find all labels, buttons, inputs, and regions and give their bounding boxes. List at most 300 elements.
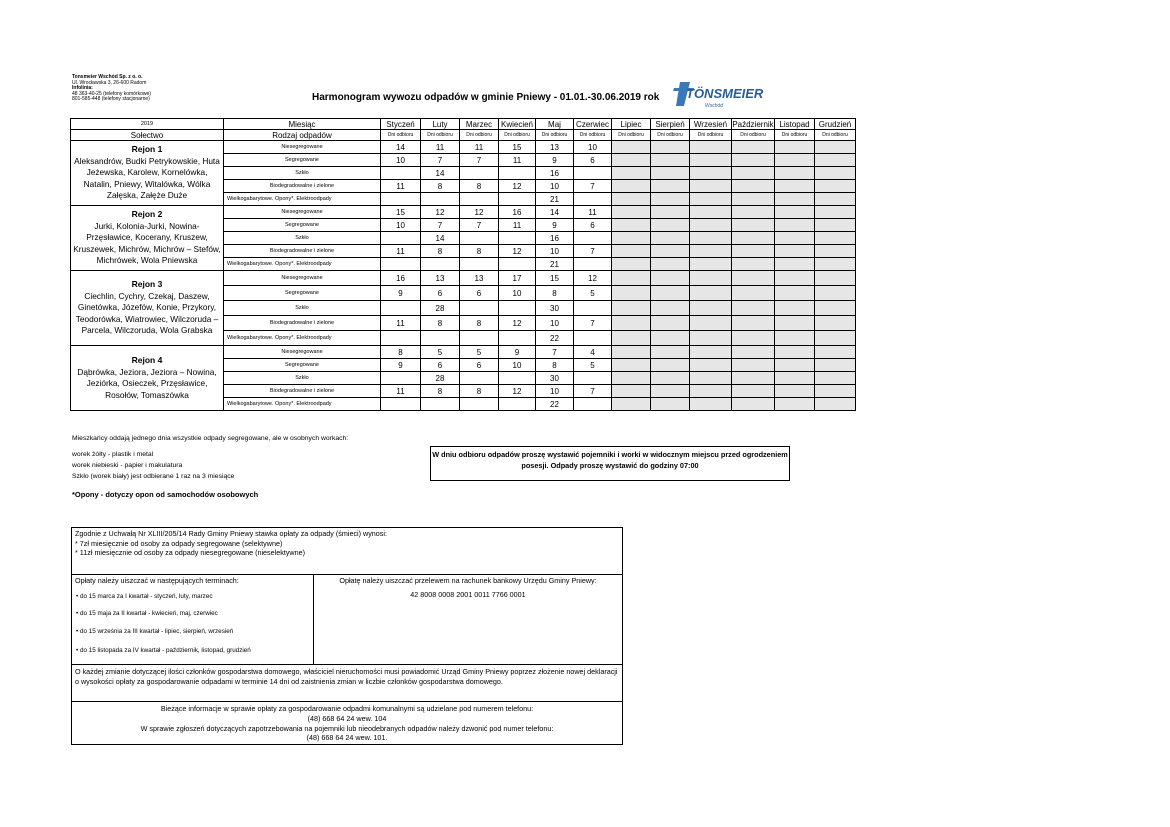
pickup-day: 8 (421, 180, 460, 193)
dni-odbioru: Dni odbioru (732, 130, 775, 141)
pickup-day-empty (612, 301, 651, 316)
pickup-day-empty (612, 193, 651, 206)
pickup-day-empty (690, 385, 732, 398)
pickup-day: 8 (381, 346, 421, 359)
pickup-day: 28 (421, 301, 460, 316)
month-9: Październik (732, 119, 774, 129)
notes-line-2: worek żółty - plastik i metal (72, 451, 154, 458)
pickup-day-empty (815, 206, 856, 219)
year-cell: 2019 (71, 119, 224, 130)
pickup-day: 4 (574, 346, 612, 359)
pickup-day (381, 258, 421, 271)
waste-type: Wielkogabarytowe. Opony*. Elektroodpady (224, 331, 381, 346)
pickup-day (499, 232, 536, 245)
bank-heading: Opłatę należy uiszczać przelewem na rachunek bankowy Urzędu Gminy Pniewy: (339, 576, 597, 585)
pickup-day (381, 167, 421, 180)
region-towns: Ciechlin, Cychry, Czekaj, Daszew, Ginetówka, Józefów, Konie, Przykory, Teodorówka, Wiatrowiec, Wilczoruda – Parcela, Wilczoruda, Wola Grabska (75, 290, 219, 336)
pickup-day-empty (612, 359, 651, 372)
pickup-day-empty (732, 245, 775, 258)
dni-odbioru: Dni odbioru (381, 130, 421, 141)
fee-rate-1: * 7zł miesięcznie od osoby za odpady segregowane (selektywne) (75, 538, 283, 548)
waste-type: Segregowane (224, 219, 381, 232)
pickup-day-empty (690, 154, 732, 167)
pickup-day-empty (690, 141, 732, 154)
pickup-day: 16 (536, 167, 574, 180)
month-4: Maj (536, 119, 574, 130)
month-5: Czerwiec (574, 119, 612, 130)
pickup-day: 7 (421, 154, 460, 167)
pickup-day: 21 (536, 193, 574, 206)
pickup-day-empty (815, 193, 856, 206)
fee-rate-2: * 11zł miesięcznie od osoby za odpady niesegregowane (nieselektywne) (75, 548, 305, 557)
pickup-day-empty (732, 398, 775, 411)
pickup-day-empty (690, 286, 732, 301)
pickup-day: 8 (460, 385, 499, 398)
pickup-day-empty (612, 385, 651, 398)
pickup-day-empty (815, 271, 856, 286)
pickup-day-empty (651, 219, 690, 232)
pickup-day: 14 (421, 232, 460, 245)
pickup-day-empty (690, 219, 732, 232)
pickup-day: 5 (460, 346, 499, 359)
month-8: Wrzesień (690, 119, 732, 130)
month-10: Listopad (775, 119, 815, 130)
pickup-day: 8 (421, 385, 460, 398)
pickup-day-empty (612, 154, 651, 167)
pickup-day (499, 258, 536, 271)
pickup-day-empty (732, 331, 775, 346)
dni-odbioru: Dni odbioru (775, 130, 815, 141)
pickup-day: 9 (536, 154, 574, 167)
pickup-day-empty (775, 359, 815, 372)
pickup-day (574, 258, 612, 271)
pickup-day-empty (651, 141, 690, 154)
pickup-day: 6 (421, 286, 460, 301)
pickup-day: 5 (421, 346, 460, 359)
pickup-day-empty (775, 167, 815, 180)
schedule-row (71, 206, 856, 219)
pickup-day-empty (612, 271, 651, 286)
company-phone-2: 801-585-448 (telefony stacjonarne) (72, 96, 150, 103)
pickup-day: 7 (421, 219, 460, 232)
pickup-day-empty (775, 141, 815, 154)
pickup-day-empty (775, 372, 815, 385)
pickup-day-empty (732, 167, 775, 180)
pickup-day-empty (732, 154, 775, 167)
waste-type: Niesegregowane (224, 141, 381, 154)
pickup-day-empty (815, 245, 856, 258)
header-row-sub (71, 130, 856, 141)
pickup-day: 10 (381, 154, 421, 167)
month-7: Sierpień (651, 119, 690, 130)
pickup-day (499, 301, 536, 316)
pickup-day: 7 (574, 316, 612, 331)
pickup-day: 13 (460, 271, 499, 286)
notice-box: W dniu odbioru odpadów proszę wystawić pojemniki i worki w widocznym miejscu przed ogrodzeniem posesji. Odpady proszę wystawić do godziny 07:00 (430, 446, 790, 481)
pickup-day: 15 (536, 271, 574, 286)
pickup-day-empty (612, 258, 651, 271)
term-q4: • do 15 listopada za IV kwartał - październik, listopad, grudzień (76, 647, 251, 654)
pickup-day-empty (732, 359, 775, 372)
pickup-day-empty (612, 346, 651, 359)
pickup-day-empty (612, 232, 651, 245)
contact-info (72, 702, 622, 744)
pickup-day: 10 (536, 385, 574, 398)
pickup-day: 16 (499, 206, 536, 219)
pickup-day: 5 (574, 359, 612, 372)
pickup-day: 16 (536, 232, 574, 245)
pickup-day (460, 301, 499, 316)
waste-type: Biodegradowalne i zielone (224, 245, 381, 258)
pickup-day: 7 (460, 219, 499, 232)
region-towns: Dąbrówka, Jeziora, Jeziora – Nowina, Jeziórka, Osieczek, Przęsławice, Rosołów, Tomaszówka (77, 366, 217, 400)
pickup-day: 8 (421, 245, 460, 258)
pickup-day: 6 (574, 219, 612, 232)
pickup-day (499, 372, 536, 385)
pickup-day-empty (651, 180, 690, 193)
dni-odbioru: Dni odbioru (612, 130, 651, 141)
pickup-day-empty (815, 141, 856, 154)
logo-sub: Wschód (705, 103, 724, 109)
pickup-day: 10 (499, 359, 536, 372)
company-logo (672, 80, 772, 112)
logo-text: TÖNSMEIER (686, 86, 764, 101)
pickup-day: 12 (574, 271, 612, 286)
pickup-day-empty (612, 316, 651, 331)
pickup-day: 12 (460, 206, 499, 219)
pickup-day: 8 (421, 316, 460, 331)
payment-terms (72, 575, 314, 664)
pickup-day: 22 (536, 331, 574, 346)
pickup-day-empty (690, 206, 732, 219)
pickup-day-empty (612, 180, 651, 193)
pickup-day: 14 (381, 141, 421, 154)
contact-tel-1: (48) 668 64 24 wew. 104 (307, 713, 387, 723)
pickup-day (421, 193, 460, 206)
pickup-day: 30 (536, 301, 574, 316)
pickup-day-empty (815, 359, 856, 372)
month-header: Miesiąc (224, 119, 381, 130)
waste-type: Szkło (224, 301, 381, 316)
term-q2: • do 15 maja za II kwartał - kwiecień, maj, czerwiec (76, 610, 218, 617)
fees-box (71, 527, 623, 745)
pickup-day-empty (815, 331, 856, 346)
pickup-day-empty (815, 316, 856, 331)
pickup-day (421, 258, 460, 271)
fee-rates-section (72, 528, 622, 575)
company-address: Ul. Wrocławska 3, 26-600 Radom (72, 79, 147, 86)
region-cell (71, 206, 224, 271)
pickup-day: 13 (536, 141, 574, 154)
pickup-day: 8 (536, 359, 574, 372)
pickup-day-empty (690, 398, 732, 411)
pickup-day-empty (815, 180, 856, 193)
pickup-day: 12 (421, 206, 460, 219)
pickup-day: 12 (499, 180, 536, 193)
pickup-day-empty (651, 167, 690, 180)
pickup-day-empty (612, 245, 651, 258)
fee-intro: Zgodnie z Uchwałą Nr XLIII/205/14 Rady Gminy Pniewy stawka opłaty za odpady (śmieci) wynosi: (75, 529, 387, 538)
pickup-day-empty (612, 286, 651, 301)
waste-type: Segregowane (224, 359, 381, 372)
pickup-day-empty (775, 346, 815, 359)
pickup-day: 7 (574, 385, 612, 398)
dni-odbioru: Dni odbioru (536, 130, 574, 141)
pickup-day (381, 193, 421, 206)
pickup-day-empty (775, 154, 815, 167)
bank-info (314, 575, 622, 664)
pickup-day-empty (651, 301, 690, 316)
pickup-day: 22 (536, 398, 574, 411)
pickup-day (460, 167, 499, 180)
pickup-day-empty (612, 331, 651, 346)
region-towns: Jurki, Kolonia-Jurki, Nowina-Przęsławice, Kocerany, Kruszew, Kruszewek, Michrów, Michrów – Stefów, Michrówek, Wola Pniewska (73, 220, 221, 266)
region-cell (71, 346, 224, 411)
pickup-day-empty (815, 286, 856, 301)
pickup-day: 6 (421, 359, 460, 372)
pickup-day: 14 (421, 167, 460, 180)
pickup-day: 7 (460, 154, 499, 167)
pickup-day-empty (651, 359, 690, 372)
pickup-day: 8 (536, 286, 574, 301)
pickup-day (381, 398, 421, 411)
contact-tel-2: (48) 668 64 24 wew. 101. (306, 733, 388, 743)
payment-section (72, 575, 622, 665)
pickup-day-empty (775, 385, 815, 398)
pickup-day-empty (612, 206, 651, 219)
pickup-day (460, 193, 499, 206)
pickup-day-empty (732, 301, 775, 316)
schedule-row (71, 346, 856, 359)
pickup-day-empty (690, 180, 732, 193)
waste-type: Niesegregowane (224, 346, 381, 359)
pickup-day-empty (651, 193, 690, 206)
pickup-day-empty (815, 385, 856, 398)
bank-account: 42 8008 0008 2001 0011 7766 0001 (410, 590, 526, 599)
pickup-day-empty (651, 271, 690, 286)
pickup-day: 10 (536, 180, 574, 193)
pickup-day (499, 331, 536, 346)
pickup-day-empty (775, 193, 815, 206)
pickup-day-empty (612, 398, 651, 411)
month-0: Styczeń (381, 119, 421, 130)
pickup-day (574, 193, 612, 206)
waste-type: Niesegregowane (224, 206, 381, 219)
pickup-day: 11 (381, 316, 421, 331)
rodzaj-header: Rodzaj odpadów (224, 130, 381, 141)
pickup-day-empty (732, 193, 775, 206)
pickup-day (421, 331, 460, 346)
company-phone-1: 48 363-40-25 (telefony komórkowe) (72, 90, 151, 97)
pickup-day-empty (690, 167, 732, 180)
pickup-day: 7 (536, 346, 574, 359)
pickup-day: 30 (536, 372, 574, 385)
pickup-day-empty (651, 331, 690, 346)
pickup-day-empty (690, 372, 732, 385)
company-info (72, 75, 151, 103)
region-name: Rejon 4 (131, 355, 163, 365)
pickup-day-empty (690, 331, 732, 346)
dni-odbioru: Dni odbioru (460, 130, 499, 141)
pickup-day-empty (732, 219, 775, 232)
pickup-day-empty (775, 301, 815, 316)
pickup-day: 5 (574, 286, 612, 301)
pickup-day-empty (775, 245, 815, 258)
tires-note: *Opony - dotyczy opon od samochodów osobowych (72, 490, 259, 499)
region-name: Rejon 1 (131, 144, 163, 155)
pickup-day-empty (815, 398, 856, 411)
term-q1: • do 15 marca za I kwartał - styczeń, luty, marzec (76, 593, 213, 600)
pickup-day-empty (690, 359, 732, 372)
pickup-day-empty (732, 286, 775, 301)
pickup-day-empty (775, 258, 815, 271)
pickup-day: 9 (536, 219, 574, 232)
pickup-day-empty (690, 301, 732, 316)
pickup-day-empty (815, 301, 856, 316)
pickup-day-empty (775, 180, 815, 193)
region-cell (71, 271, 224, 346)
pickup-day (381, 372, 421, 385)
pickup-day-empty (815, 258, 856, 271)
waste-type: Biodegradowalne i zielone (224, 180, 381, 193)
schedule-table (70, 118, 856, 411)
pickup-day-empty (651, 206, 690, 219)
schedule-row (71, 271, 856, 286)
pickup-day-empty (775, 398, 815, 411)
pickup-day: 8 (460, 245, 499, 258)
pickup-day-empty (651, 258, 690, 271)
pickup-day-empty (690, 232, 732, 245)
pickup-day (574, 232, 612, 245)
pickup-day-empty (651, 232, 690, 245)
pickup-day-empty (775, 331, 815, 346)
pickup-day (460, 331, 499, 346)
pickup-day-empty (815, 154, 856, 167)
pickup-day-empty (732, 206, 775, 219)
pickup-day: 14 (536, 206, 574, 219)
page-title: Harmonogram wywozu odpadów w gminie Pniewy - 01.01.-30.06.2019 rok (312, 92, 660, 103)
term-q3: • do 15 września za III kwartał - lipiec, sierpień, wrzesień (76, 628, 234, 635)
pickup-day-empty (732, 385, 775, 398)
month-11: Grudzień (815, 119, 856, 130)
pickup-day (460, 232, 499, 245)
pickup-day-empty (612, 167, 651, 180)
pickup-day (574, 167, 612, 180)
pickup-day-empty (690, 271, 732, 286)
pickup-day: 15 (381, 206, 421, 219)
pickup-day: 28 (421, 372, 460, 385)
pickup-day (499, 398, 536, 411)
pickup-day-empty (612, 372, 651, 385)
pickup-day-empty (612, 219, 651, 232)
change-notice: O każdej zmianie dotyczącej ilości członków gospodarstwa domowego, właściciel nieruchomości musi powiadomić Urząd Gminy Pniewy poprzez złożenie nowej deklaracji o wysokości opłaty za gospodarowanie odpadami w terminie 14 dni od zaistnienia zmian w liczbie członków gospodarstwa domowego. (72, 665, 622, 702)
pickup-day: 11 (381, 385, 421, 398)
pickup-day: 8 (460, 316, 499, 331)
pickup-day: 21 (536, 258, 574, 271)
notes-line-1: Mieszkańcy oddają jednego dnia wszystkie odpady segregowane, ale w osobnych workach: (72, 435, 349, 442)
pickup-day-empty (815, 167, 856, 180)
pickup-day: 9 (499, 346, 536, 359)
pickup-day (574, 372, 612, 385)
pickup-day: 13 (421, 271, 460, 286)
waste-type: Biodegradowalne i zielone (224, 316, 381, 331)
pickup-day-empty (732, 346, 775, 359)
pickup-day-empty (732, 372, 775, 385)
pickup-day: 7 (574, 180, 612, 193)
region-name: Rejon 3 (131, 279, 163, 290)
pickup-day: 11 (381, 245, 421, 258)
pickup-day: 11 (574, 206, 612, 219)
waste-type: Segregowane (224, 286, 381, 301)
pickup-day (574, 331, 612, 346)
pickup-day (574, 301, 612, 316)
pickup-day: 9 (381, 286, 421, 301)
pickup-day-empty (775, 271, 815, 286)
waste-type: Niesegregowane (224, 271, 381, 286)
pickup-day-empty (690, 245, 732, 258)
pickup-day-empty (732, 271, 775, 286)
pickup-day-empty (732, 141, 775, 154)
dni-odbioru: Dni odbioru (690, 130, 732, 141)
dni-odbioru: Dni odbioru (499, 130, 536, 141)
pickup-day: 11 (499, 219, 536, 232)
pickup-day: 11 (421, 141, 460, 154)
contact-info-2: W sprawie zgłoszeń dotyczących zapotrzebowania na pojemniki lub nieodebranych odpadów należy dzwonić pod numer telefonu: (140, 723, 554, 733)
month-1: Luty (421, 119, 460, 130)
pickup-day: 16 (381, 271, 421, 286)
month-2: Marzec (460, 119, 499, 130)
pickup-day (499, 193, 536, 206)
pickup-day-empty (690, 258, 732, 271)
waste-type: Wielkogabarytowe. Opony*. Elektroodpady (224, 193, 381, 206)
waste-type: Szkło (224, 372, 381, 385)
pickup-day-empty (651, 154, 690, 167)
pickup-day-empty (815, 372, 856, 385)
pickup-day (381, 232, 421, 245)
pickup-day (421, 398, 460, 411)
pickup-day: 10 (536, 245, 574, 258)
pickup-day: 8 (460, 180, 499, 193)
pickup-day-empty (651, 385, 690, 398)
pickup-day: 12 (499, 316, 536, 331)
terms-heading: Opłaty należy uiszczać w następujących terminach: (75, 576, 239, 585)
solectwo-header: Sołectwo (71, 130, 224, 141)
pickup-day: 10 (536, 316, 574, 331)
pickup-day-empty (690, 316, 732, 331)
dni-odbioru: Dni odbioru (651, 130, 690, 141)
pickup-day-empty (651, 316, 690, 331)
pickup-day: 6 (460, 359, 499, 372)
pickup-day-empty (651, 346, 690, 359)
company-infolinia: Infolinia: (72, 85, 93, 92)
dni-odbioru: Dni odbioru (421, 130, 460, 141)
contact-info-1: Bieżące informacje w sprawie opłaty za gospodarowanie odpadmi komunalnymi są udzielane pod numerem telefonu: (160, 704, 534, 713)
pickup-day: 11 (381, 180, 421, 193)
pickup-day-empty (815, 346, 856, 359)
pickup-day (381, 331, 421, 346)
notes-line-3: worek niebieski - papier i makulatura (72, 462, 183, 469)
waste-type: Wielkogabarytowe. Opony*. Elektroodpady (224, 258, 381, 271)
pickup-day-empty (651, 286, 690, 301)
waste-type: Segregowane (224, 154, 381, 167)
region-name: Rejon 2 (131, 209, 163, 220)
company-name: Tonsmeier Wschód Sp. z o. o. (72, 74, 143, 80)
pickup-day: 10 (574, 141, 612, 154)
pickup-day: 10 (499, 286, 536, 301)
pickup-day: 6 (460, 286, 499, 301)
waste-type: Biodegradowalne i zielone (224, 385, 381, 398)
region-towns: Aleksandrów, Budki Petrykowskie, Huta Jeżewska, Karolew, Kornelówka, Natalin, Pniewy, Witalówka, Wólka Załęska, Załęże Duże (74, 155, 220, 201)
